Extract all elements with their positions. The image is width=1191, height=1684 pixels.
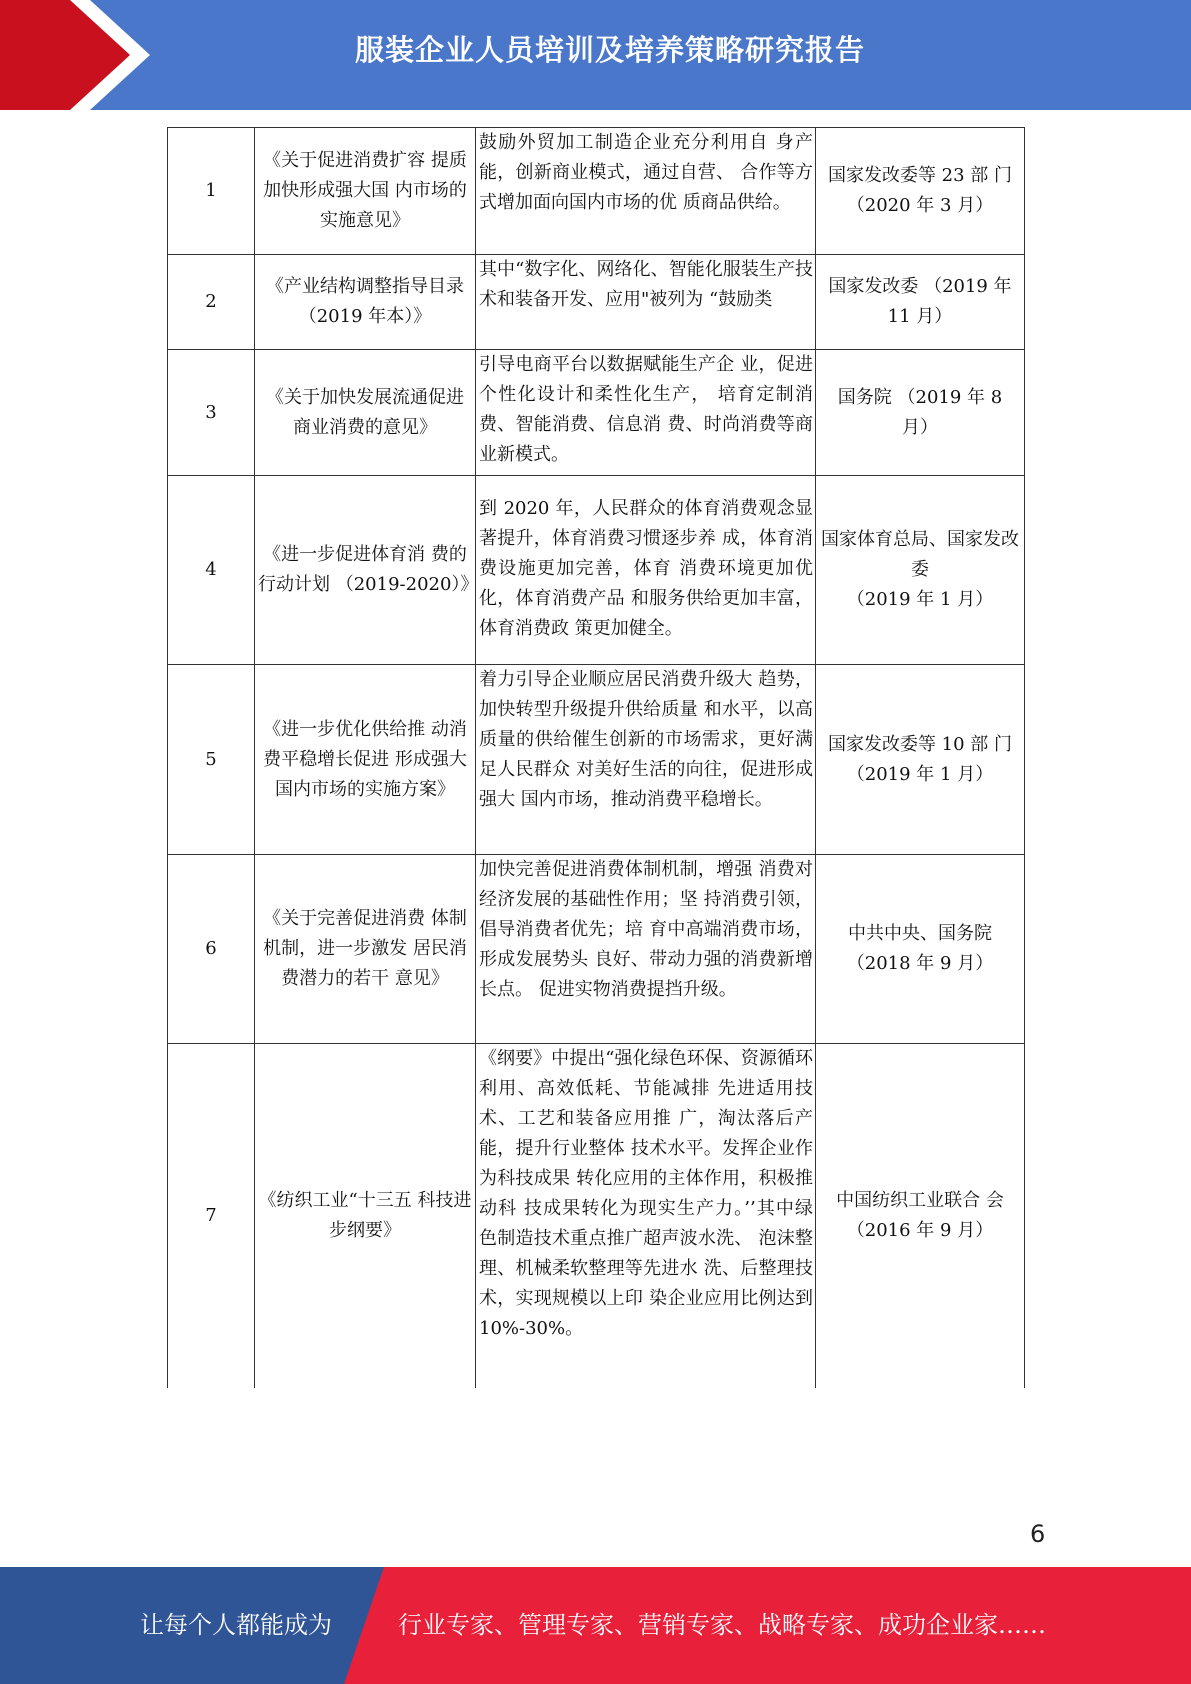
policy-name: 《纺织工业“十三五 科技进步纲要》 bbox=[255, 1044, 476, 1388]
issuer-line: 中共中央、国务院 bbox=[848, 923, 992, 944]
table-row bbox=[168, 350, 1025, 476]
policy-name: 《进一步优化供给推 动消费平稳增长促进 形成强大国内市场的实施方案》 bbox=[255, 665, 476, 855]
policy-table bbox=[167, 127, 1025, 1388]
page-header bbox=[0, 0, 1191, 110]
issuer-date: （2020 年 3 月） bbox=[846, 195, 994, 216]
policy-content: 加快完善促进消费体制机制，增强 消费对经济发展的基础性作用；坚 持消费引领，倡导消费者优先；培 育中高端消费市场，形成发展势头 良好、带动力强的消费新增长点。 促进实物消费提挡升级。 bbox=[476, 855, 816, 1044]
issuer-line: 国家发改委等 10 部 门 bbox=[827, 733, 1013, 755]
footer-slogan-right: 行业专家、管理专家、营销专家、战略专家、成功企业家…… bbox=[398, 1611, 1046, 1639]
policy-name: 《关于加快发展流通促进商业消费的意见》 bbox=[255, 350, 476, 476]
row-number: 7 bbox=[168, 1044, 255, 1388]
table-row bbox=[168, 255, 1025, 350]
policy-name: 《关于完善促进消费 体制机制，进一步激发 居民消费潜力的若干 意见》 bbox=[255, 855, 476, 1044]
report-title: 服装企业人员培训及培养策略研究报告 bbox=[354, 33, 865, 67]
row-number: 6 bbox=[168, 855, 255, 1044]
page-number: 6 bbox=[1030, 1520, 1046, 1548]
row-number: 4 bbox=[168, 476, 255, 665]
table-row bbox=[168, 855, 1025, 1044]
issuer-date: （2018 年 9 月） bbox=[846, 953, 994, 974]
page-footer bbox=[0, 1567, 1191, 1684]
table-row bbox=[168, 665, 1025, 855]
policy-issuer bbox=[816, 1044, 1025, 1388]
policy-content: 鼓励外贸加工制造企业充分利用自 身产能，创新商业模式，通过自营、 合作等方式增加面向国内市场的优 质商品供给。 bbox=[476, 128, 816, 255]
issuer-line: 中国纺织工业联合 会 bbox=[836, 1189, 1004, 1211]
policy-content: 其中“数字化、网络化、智能化服装生产技术和装备开发、应用"被列为 “鼓励类 bbox=[476, 255, 816, 350]
issuer-date: （2019 年 1 月） bbox=[846, 589, 994, 610]
footer-slogan-left: 让每个人都能成为 bbox=[140, 1611, 332, 1639]
row-number: 2 bbox=[168, 255, 255, 350]
row-number: 3 bbox=[168, 350, 255, 476]
policy-content: 到 2020 年，人民群众的体育消费观念显著提升，体育消费习惯逐步养 成，体育消费设施更加完善，体育 消费环境更加优化，体育消费产品 和服务供给更加丰富，体育消费政 策更加健全。 bbox=[476, 476, 816, 665]
policy-name: 《进一步促进体育消 费的行动计划 （2019-2020）》 bbox=[255, 476, 476, 665]
policy-content: 着力引导企业顺应居民消费升级大 趋势，加快转型升级提升供给质量 和水平，以高质量的供给催生创新的市场需求，更好满足人民群众 对美好生活的向往，促进形成强大 国内市场，推动消费平稳增长。 bbox=[476, 665, 816, 855]
issuer-line: 国家发改委等 23 部 门 bbox=[827, 165, 1013, 186]
issuer-date: 11 月） bbox=[887, 306, 953, 327]
policy-issuer bbox=[816, 255, 1025, 350]
policy-issuer bbox=[816, 350, 1025, 476]
table-row bbox=[168, 476, 1025, 665]
policy-content: 《纲要》中提出“强化绿色环保、资源循环利用、高效低耗、节能减排 先进适用技术、工艺和装备应用推 广，淘汰落后产能，提升行业整体 技术水平。发挥企业作为科技成果 转化应用的主体作用，积极推动科 技成果转化为现实生产力。’’其中绿 色制造技术重点推广超声波水洗、 泡沫整理、机械柔软整理等先进水 洗、后整理技术，实现规模以上印 染企业应用比例达到 10%-30%。 bbox=[476, 1044, 816, 1388]
policy-issuer bbox=[816, 855, 1025, 1044]
policy-name: 《产业结构调整指导目录（2019 年本）》 bbox=[255, 255, 476, 350]
issuer-line: 国家体育总局、国家发改委 bbox=[821, 529, 1019, 580]
header-arrow-decoration bbox=[0, 0, 160, 110]
issuer-date: （2016 年 9 月） bbox=[846, 1219, 994, 1241]
table-row bbox=[168, 1044, 1025, 1388]
policy-issuer bbox=[816, 665, 1025, 855]
issuer-line: 国家发改委 （2019 年 bbox=[828, 276, 1012, 297]
policy-issuer bbox=[816, 128, 1025, 255]
policy-content: 引导电商平台以数据赋能生产企 业，促进个性化设计和柔性化生产， 培育定制消费、智能消费、信息消 费、时尚消费等商业新模式。 bbox=[476, 350, 816, 476]
policy-issuer bbox=[816, 476, 1025, 665]
issuer-line: 国务院 （2019 年 8 bbox=[837, 386, 1003, 408]
row-number: 5 bbox=[168, 665, 255, 855]
table-row bbox=[168, 128, 1025, 255]
issuer-date: （2019 年 1 月） bbox=[846, 763, 994, 785]
issuer-date: 月） bbox=[902, 416, 938, 438]
policy-name: 《关于促进消费扩容 提质加快形成强大国 内市场的实施意见》 bbox=[255, 128, 476, 255]
row-number: 1 bbox=[168, 128, 255, 255]
policy-table-container bbox=[167, 127, 1024, 1388]
